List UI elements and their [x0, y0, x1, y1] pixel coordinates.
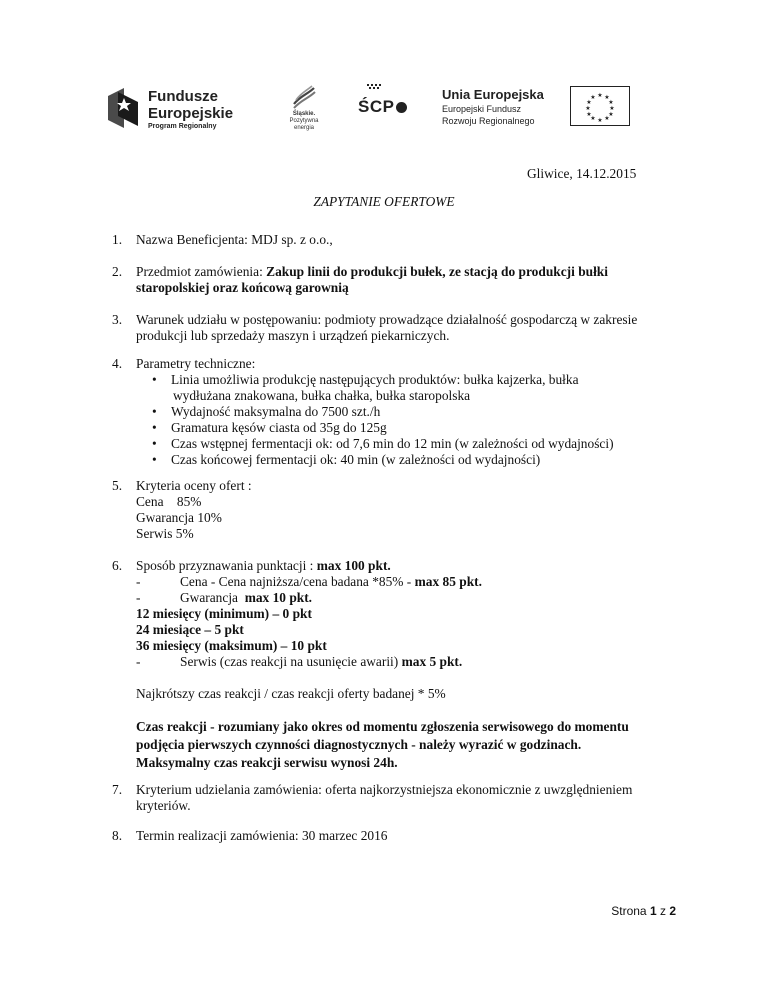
slaskie-line1: Śląskie. [292, 111, 316, 117]
list-item: • Czas końcowej fermentacji ok: 40 min (w zależności od wydajności) [152, 452, 541, 467]
ue-line2: Europejski Fundusz [442, 104, 522, 114]
item-3-line2: produkcji lub sprzedaży maszyn i urządzeń piekarniczych. [136, 328, 450, 343]
service-note: Czas reakcji - rozumiany jako okres od momentu zgłoszenia serwisowego do momentu podjęcia pierwszych czynności diagnostycznych - należy wyrazić w godzinach. Maksymalny czas reakcji serwisu wynosi 24h. [136, 719, 629, 770]
list-item: • Gramatura kęsów ciasta od 35g do 125g [152, 420, 387, 435]
parameters-list [136, 372, 682, 468]
item-2-number: 2. [112, 264, 123, 279]
service-formula: Najkrótszy czas reakcji / czas reakcji oferty badanej * 5% [136, 686, 446, 701]
item-3 [112, 312, 682, 344]
scp-grid-icon [367, 84, 381, 90]
page-number: Strona 1 z 2 [611, 904, 676, 918]
slaskie-wave-icon [290, 84, 318, 110]
warranty-tier-3: 36 miesięcy (maksimum) – 10 pkt [136, 638, 327, 653]
criteria-row: Cena 85% [136, 494, 202, 509]
scp-logo [358, 92, 407, 122]
list-item: • Linia umożliwia produkcję następujących produktów: bułka kajzerka, bułka [152, 372, 579, 387]
criteria-row: Serwis 5% [136, 526, 194, 541]
fundusze-europejskie-logo [104, 86, 244, 130]
scoring-row-price: - Cena - Cena najniższa/cena badana *85% - max 85 pkt. [136, 574, 482, 589]
item-6-number: 6. [112, 558, 123, 573]
item-2-subject: Zakup linii do produkcji bułek, ze stacją do produkcji bułki [266, 264, 608, 279]
item-8-number: 8. [112, 828, 123, 843]
fe-line1: Fundusze [148, 88, 218, 105]
document-title: ZAPYTANIE OFERTOWE [313, 194, 455, 209]
eu-stars-icon [571, 87, 629, 125]
item-1-text: Nazwa Beneficjenta: MDJ sp. z o.o., [136, 232, 333, 247]
scoring-row-warranty: - Gwarancja max 10 pkt. [136, 590, 313, 605]
svg-text:★: ★ [586, 99, 592, 106]
bullet-icon: • [152, 420, 157, 435]
item-4-number: 4. [112, 356, 123, 371]
item-6 [112, 558, 682, 670]
svg-text:★: ★ [604, 115, 610, 122]
bullet-icon: • [152, 436, 157, 451]
criteria-row: Gwarancja 10% [136, 510, 222, 525]
item-1 [112, 232, 682, 248]
list-item: • Wydajność maksymalna do 7500 szt./h [152, 404, 381, 419]
item-7-line2: kryteriów. [136, 798, 191, 813]
item-7-number: 7. [112, 782, 123, 797]
item-7-line1: Kryterium udzielania zamówienia: oferta najkorzystniejsza ekonomicznie z uwzględnieniem [136, 782, 633, 797]
fe-line2: Europejskie [148, 105, 234, 122]
item-7 [112, 782, 682, 814]
bullet-icon: • [152, 372, 157, 387]
slaskie-logo [282, 84, 326, 132]
ue-line3: Rozwoju Regionalnego [442, 116, 535, 126]
svg-text:★: ★ [597, 117, 603, 124]
svg-text:★: ★ [608, 99, 614, 106]
scoring-row-service: - Serwis (czas reakcji na usunięcie awarii) max 5 pkt. [136, 654, 463, 669]
bullet-icon: • [152, 404, 157, 419]
svg-text:★: ★ [608, 111, 614, 118]
eu-flag-icon [570, 86, 630, 126]
item-3-line1: Warunek udziału w postępowaniu: podmioty prowadzące działalność gospodarczą w zakresie [136, 312, 638, 327]
item-8 [112, 828, 682, 844]
svg-text:★: ★ [597, 92, 603, 99]
warranty-tier-2: 24 miesiące – 5 pkt [136, 622, 244, 637]
fe-line3: Program Regionalny [148, 123, 217, 130]
item-8-text: Termin realizacji zamówienia: 30 marzec 2016 [136, 828, 388, 843]
slaskie-line2: Pozytywna energia [289, 118, 319, 131]
unia-europejska-text [442, 86, 544, 127]
svg-text:★: ★ [609, 105, 615, 112]
svg-text:★: ★ [585, 105, 591, 112]
list-item: • Czas wstępnej fermentacji ok: od 7,6 min do 12 min (w zależności od wydajności) [152, 436, 614, 451]
fe-star-icon [104, 86, 140, 130]
svg-text:★: ★ [590, 94, 596, 101]
svg-text:★: ★ [604, 94, 610, 101]
item-6-max: max 100 pkt. [316, 558, 391, 573]
item-3-number: 3. [112, 312, 123, 327]
scp-dot-icon [396, 102, 407, 113]
bullet-icon: • [152, 452, 157, 467]
logo-bar [0, 78, 768, 138]
item-5-number: 5. [112, 478, 123, 493]
scp-text: ŚCP [358, 97, 395, 116]
item-5 [112, 478, 682, 542]
warranty-tier-1: 12 miesięcy (minimum) – 0 pkt [136, 606, 312, 621]
item-1-number: 1. [112, 232, 123, 247]
item-4-label: Parametry techniczne: [136, 356, 256, 371]
item-6-label: Sposób przyznawania punktacji : [136, 558, 317, 573]
document-date: Gliwice, 14.12.2015 [527, 166, 637, 181]
list-item-continuation: wydłużana znakowana, bułka chałka, bułka staropolska [173, 388, 471, 403]
svg-text:★: ★ [590, 115, 596, 122]
svg-text:★: ★ [586, 111, 592, 118]
item-4 [112, 356, 682, 468]
item-2-label: Przedmiot zamówienia: [136, 264, 267, 279]
item-2 [112, 264, 682, 296]
item-2-subject-cont: staropolskiej oraz końcową garownią [136, 280, 349, 295]
item-5-label: Kryteria oceny ofert : [136, 478, 252, 493]
ue-line1: Unia Europejska [442, 87, 544, 102]
